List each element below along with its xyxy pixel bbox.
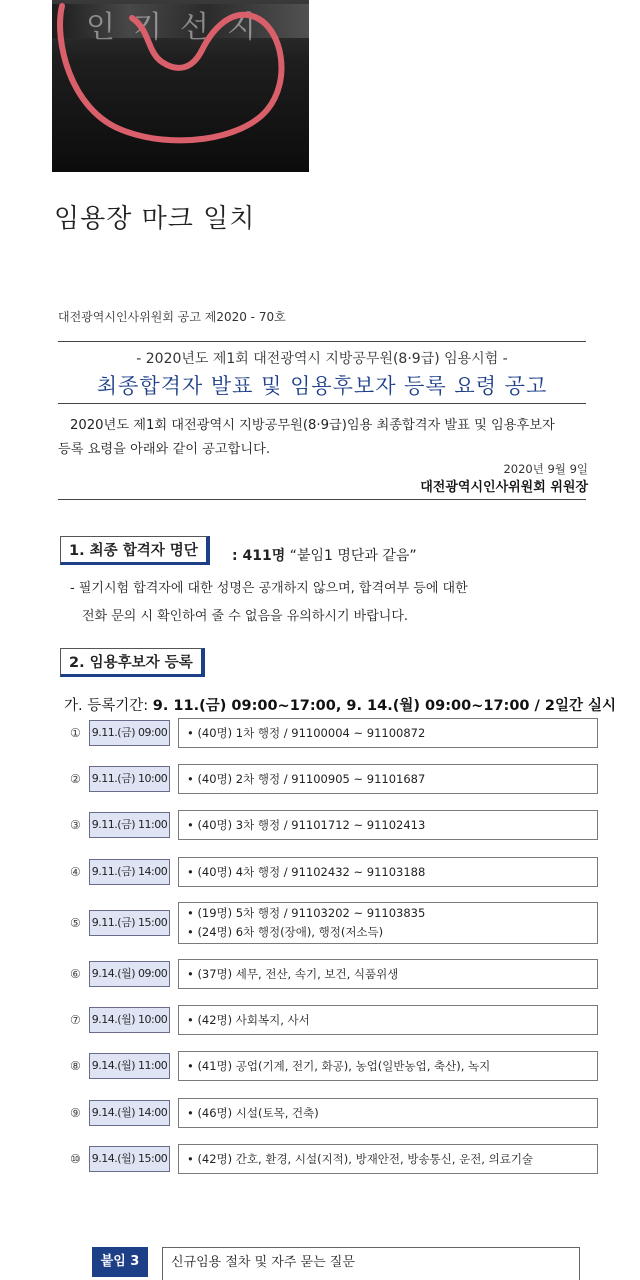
row-time: 9.14.(월) 10:00: [89, 1007, 170, 1033]
row-line: • (42명) 간호, 환경, 시설(지적), 방재안전, 방송통신, 운전, 의료기술: [187, 1151, 534, 1166]
intro-line-1: 2020년도 제1회 대전광역시 지방공무원(8·9급)임용 최종합격자 발표 및 임용후보자: [70, 418, 555, 433]
row-description: [178, 902, 598, 944]
notice-number: 대전광역시인사위원회 공고 제2020 - 70호: [58, 310, 286, 324]
row-description: [178, 1144, 598, 1174]
row-number: ⑥: [70, 967, 81, 981]
page-title: 최종합격자 발표 및 임용후보자 등록 요령 공고: [96, 374, 548, 398]
red-circle-annotation-icon: [52, 0, 309, 172]
row-description: [178, 764, 598, 794]
schedule-row: [70, 718, 598, 748]
row-number: ④: [70, 865, 81, 879]
schedule-row: [70, 902, 598, 944]
schedule-row: [70, 1098, 598, 1128]
section1-ref: “붙임1 명단과 같음”: [285, 548, 417, 564]
divider-top: [58, 341, 586, 342]
row-number: ⑦: [70, 1013, 81, 1027]
schedule-row: [70, 1051, 598, 1081]
row-description: [178, 1051, 598, 1081]
note-line-2: 전화 문의 시 확인하여 줄 수 없음을 유의하시기 바랍니다.: [82, 609, 409, 624]
row-time: 9.11.(금) 11:00: [89, 812, 170, 838]
seal-text: 인기선지: [86, 10, 274, 45]
schedule-row: [70, 1144, 598, 1174]
signer: 대전광역시인사위원회 위원장: [420, 480, 588, 495]
row-line: • (42명) 사회복지, 사서: [187, 1012, 310, 1027]
caption: 임용장 마크 일치: [54, 204, 256, 234]
schedule-row: [70, 1005, 598, 1035]
section2-title: 2. 임용후보자 등록: [60, 648, 205, 677]
row-description: [178, 857, 598, 887]
row-description: [178, 810, 598, 840]
row-description: [178, 959, 598, 989]
notice-date: 2020년 9월 9일: [503, 462, 588, 476]
schedule-row: [70, 857, 598, 887]
schedule-row: [70, 959, 598, 989]
subheading: - 2020년도 제1회 대전광역시 지방공무원(8·9급) 임용시험 -: [136, 351, 508, 367]
row-description: [178, 1005, 598, 1035]
schedule-row: [70, 810, 598, 840]
row-line: • (40명) 1차 행정 / 91100004 ~ 91100872: [187, 725, 426, 740]
divider-bottom: [58, 499, 586, 500]
row-time: 9.11.(금) 14:00: [89, 859, 170, 885]
row-line: • (19명) 5차 행정 / 91103202 ~ 91103835: [187, 906, 426, 920]
row-time: 9.11.(금) 15:00: [89, 910, 170, 936]
row-line: • (40명) 3차 행정 / 91101712 ~ 91102413: [187, 817, 426, 832]
row-line: • (46명) 시설(토목, 건축): [187, 1105, 319, 1120]
row-time: 9.11.(금) 09:00: [89, 720, 170, 746]
row-number: ⑧: [70, 1059, 81, 1073]
row-time: 9.11.(금) 10:00: [89, 766, 170, 792]
row-number: ②: [70, 772, 81, 786]
schedule-row: [70, 764, 598, 794]
row-number: ⑨: [70, 1106, 81, 1120]
row-time: 9.14.(월) 11:00: [89, 1053, 170, 1079]
divider-heading: [58, 403, 586, 404]
row-line: • (24명) 6차 행정(장애), 행정(저소득): [187, 925, 384, 939]
row-line: • (37명) 세무, 전산, 속기, 보건, 식품위생: [187, 966, 399, 981]
row-time: 9.14.(월) 09:00: [89, 961, 170, 987]
section1-summary: [232, 545, 417, 565]
row-time: 9.14.(월) 15:00: [89, 1146, 170, 1172]
row-description: [178, 718, 598, 748]
row-number: ⑩: [70, 1152, 81, 1166]
row-number: ⑤: [70, 916, 81, 930]
period-prefix: 가. 등록기간:: [64, 698, 153, 714]
period-value: 9. 11.(금) 09:00~17:00, 9. 14.(월) 09:00~17:00 / 2일간 실시: [152, 698, 617, 714]
intro-text: [58, 414, 588, 462]
attachment-title: 신규임용 절차 및 자주 묻는 질문: [162, 1247, 580, 1280]
row-line: • (41명) 공업(기계, 전기, 화공), 농업(일반농업, 축산), 녹지: [187, 1058, 491, 1073]
row-line: • (40명) 2차 행정 / 91100905 ~ 91101687: [187, 771, 426, 786]
row-time: 9.14.(월) 14:00: [89, 1100, 170, 1126]
section1-count: : 411명: [232, 548, 286, 564]
intro-line-2: 등록 요령을 아래와 같이 공고합니다.: [58, 442, 271, 457]
registration-period: [64, 694, 616, 715]
section1-title: 1. 최종 합격자 명단: [60, 536, 210, 565]
note-line-1: - 필기시험 합격자에 대한 성명은 공개하지 않으며, 합격여부 등에 대한: [70, 581, 468, 596]
section1-note: [70, 575, 468, 631]
row-line: • (40명) 4차 행정 / 91102432 ~ 91103188: [187, 864, 426, 879]
row-description: [178, 1098, 598, 1128]
row-number: ③: [70, 818, 81, 832]
row-number: ①: [70, 726, 81, 740]
attachment-label: 붙임 3: [92, 1247, 148, 1277]
seal-photo: [52, 0, 309, 172]
